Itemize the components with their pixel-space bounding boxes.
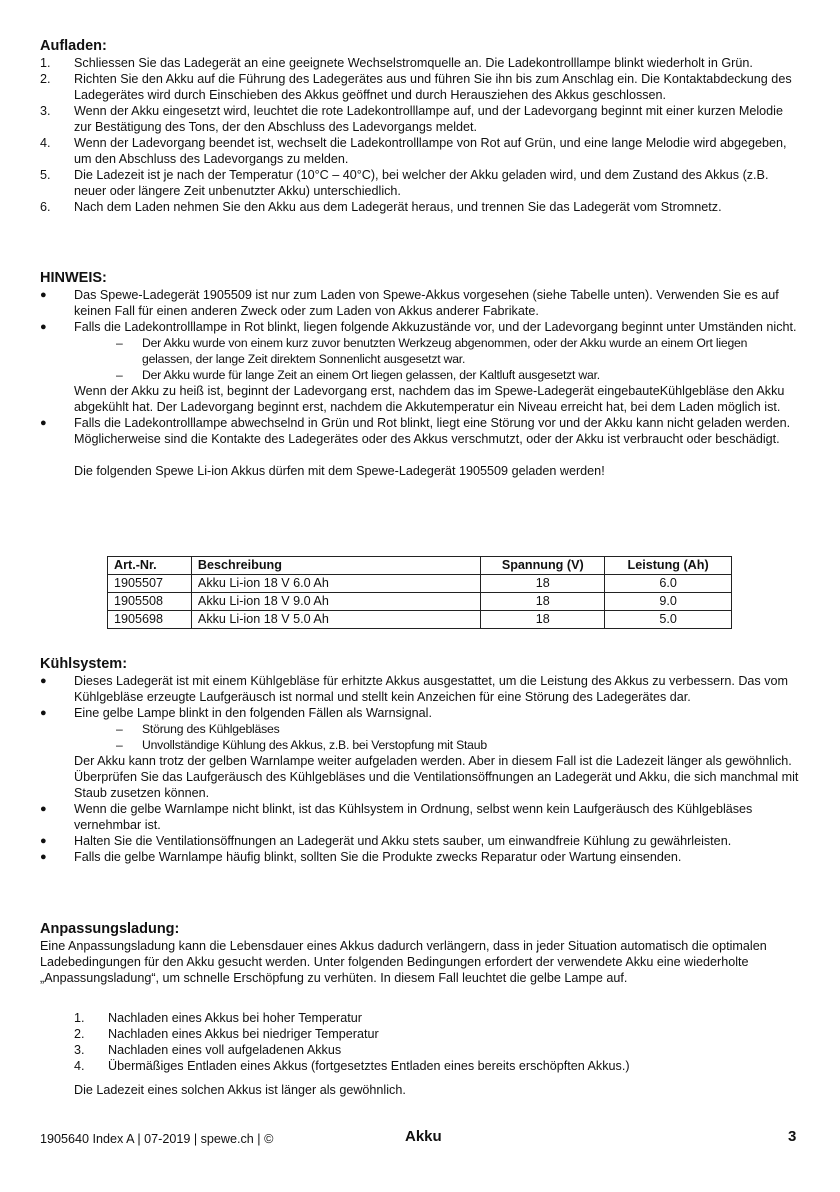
section-title-aufladen: Aufladen: xyxy=(40,38,107,54)
cell-beschreibung: Akku Li-ion 18 V 6.0 Ah xyxy=(191,575,480,593)
item-number: 1. xyxy=(74,1011,85,1025)
table-row xyxy=(108,575,732,593)
item-number: 6. xyxy=(40,200,51,214)
item-number: 2. xyxy=(40,72,51,86)
col-header-artnr: Art.-Nr. xyxy=(108,557,192,575)
note-paragraph: Wenn der Akku zu heiß ist, beginnt der Ladevorgang erst, nachdem das im Spewe-Ladegerät eingebauteKühlgebläse den Akku abgekühlt hat. Der Ladevorgang beginnt erst, nachdem die Akkutemperatur ein Niveau erreicht hat, bei dem Laden möglich ist. xyxy=(74,384,785,414)
bullet-text: Falls die Ladekontrolllampe abwechselnd in Grün und Rot blinkt, liegt eine Störung vor und der Akku kann nicht geladen werden. Möglicherweise sind die Kontakte des Ladegerätes oder des Akkus verschmutzt, oder der Akku ist verbraucht oder beschädigt. xyxy=(74,416,791,446)
dash-icon: – xyxy=(116,368,123,382)
table-intro: Die folgenden Spewe Li-ion Akkus dürfen mit dem Spewe-Ladegerät 1905509 geladen werden! xyxy=(74,464,605,478)
page-number: 3 xyxy=(788,1128,797,1145)
list-item xyxy=(74,1058,794,1074)
bullet-item xyxy=(40,287,800,319)
anpassung-closing: Die Ladezeit eines solchen Akkus ist länger als gewöhnlich. xyxy=(74,1083,406,1097)
bullet-icon: ● xyxy=(40,803,47,815)
dash-icon: – xyxy=(116,336,123,350)
table-row xyxy=(108,611,732,629)
cell-spannung: 18 xyxy=(481,593,605,611)
table-row xyxy=(108,593,732,611)
dash-item xyxy=(40,737,800,753)
bullet-icon: ● xyxy=(40,289,47,301)
dash-text: Störung des Kühlgebläses xyxy=(142,722,280,736)
cell-beschreibung: Akku Li-ion 18 V 9.0 Ah xyxy=(191,593,480,611)
bullet-icon: ● xyxy=(40,851,47,863)
col-header-spannung: Spannung (V) xyxy=(481,557,605,575)
dash-icon: – xyxy=(116,738,123,752)
dash-text: Unvollständige Kühlung des Akkus, z.B. bei Verstopfung mit Staub xyxy=(142,738,487,752)
dash-item xyxy=(40,721,800,737)
footer-doc-info: 1905640 Index A | 07-2019 | spewe.ch | © xyxy=(40,1132,274,1146)
bullet-item xyxy=(40,705,800,721)
bullet-item xyxy=(40,849,800,865)
cell-leistung: 5.0 xyxy=(605,611,732,629)
bullet-item xyxy=(40,833,800,849)
item-text: Nachladen eines voll aufgeladenen Akkus xyxy=(108,1043,342,1057)
bullet-text: Das Spewe-Ladegerät 1905509 ist nur zum Laden von Spewe-Akkus vorgesehen (siehe Tabelle unten). Verwenden Sie es auf keinen Fall für einen anderen Zweck oder zum Laden von Akkus anderer Fabrikate. xyxy=(74,288,779,318)
section-aufladen xyxy=(40,38,800,215)
bullet-icon: ● xyxy=(40,707,47,719)
item-number: 1. xyxy=(40,56,51,70)
anpassung-paragraph: Eine Anpassungsladung kann die Lebensdauer eines Akkus dadurch verlängern, dass in jeder Situation automatisch die optimalen Ladebedingungen für den Akku gesucht werden. Unter folgenden Bedingungen erfordert der verwendete Akku eine wiederholte „Anpassungsladung“, um schnelle Erschöpfung zu verhüten. In diesem Fall leuchtet die gelbe Lampe auf. xyxy=(40,939,767,985)
item-text: Nach dem Laden nehmen Sie den Akku aus dem Ladegerät heraus, und trennen Sie das Ladegerät vom Stromnetz. xyxy=(74,200,722,214)
list-item xyxy=(74,1026,794,1042)
anpassung-list xyxy=(74,1010,794,1098)
list-item xyxy=(40,55,800,71)
table-header-row xyxy=(108,557,732,575)
section-anpassungsladung xyxy=(40,921,800,986)
bullet-text: Wenn die gelbe Warnlampe nicht blinkt, ist das Kühlsystem in Ordnung, selbst wenn kein Laufgeräusch des Kühlgebläses vernehmbar ist. xyxy=(74,802,753,832)
item-number: 4. xyxy=(74,1059,85,1073)
dash-item xyxy=(40,335,800,367)
section-title-kuehlsystem: Kühlsystem: xyxy=(40,656,128,672)
cell-artnr: 1905507 xyxy=(108,575,192,593)
section-title-anpassungsladung: Anpassungsladung: xyxy=(40,921,180,937)
item-number: 4. xyxy=(40,136,51,150)
bullet-item xyxy=(40,415,800,447)
section-hinweis xyxy=(40,270,800,479)
item-text: Richten Sie den Akku auf die Führung des Ladegerätes aus und führen Sie ihn bis zum Anschlag ein. Die Kontaktabdeckung des Ladegerätes wird durch Einschieben des Akkus geöffnet und durch Herausziehen des Akkus geschlossen. xyxy=(74,72,792,102)
item-text: Übermäßiges Entladen eines Akkus (fortgesetztes Entladen eines bereits erschöpften Akkus.) xyxy=(108,1059,630,1073)
item-number: 3. xyxy=(74,1043,85,1057)
item-text: Die Ladezeit ist je nach der Temperatur (10°C – 40°C), bei welcher der Akku geladen wird, und dem Zustand des Akkus (z.B. neuer oder längere Zeit unbenutzter Akku) unterschiedlich. xyxy=(74,168,769,198)
item-number: 3. xyxy=(40,104,51,118)
bullet-text: Dieses Ladegerät ist mit einem Kühlgebläse für erhitzte Akkus ausgestattet, um die Leistung des Akkus zu verbessern. Das vom Kühlgebläse erzeugte Laufgeräusch ist normal und stellt kein Anzeichen für eine Störung des Ladegerätes dar. xyxy=(74,674,789,704)
bullet-text: Falls die Ladekontrolllampe in Rot blinkt, liegen folgende Akkuzustände vor, und der Ladevorgang beginnt unter Umständen nicht. xyxy=(74,320,797,334)
list-item xyxy=(40,71,800,103)
dash-text: Der Akku wurde für lange Zeit an einem Ort liegen gelassen, der Kaltluft ausgesetzt war. xyxy=(142,368,600,382)
list-item xyxy=(40,135,800,167)
item-text: Schliessen Sie das Ladegerät an eine geeignete Wechselstromquelle an. Die Ladekontrolllampe blinkt wiederholt in Grün. xyxy=(74,56,753,70)
cell-artnr: 1905698 xyxy=(108,611,192,629)
item-number: 2. xyxy=(74,1027,85,1041)
list-item xyxy=(40,167,800,199)
section-title-hinweis: HINWEIS: xyxy=(40,270,107,286)
bullet-item xyxy=(40,801,800,833)
cell-leistung: 9.0 xyxy=(605,593,732,611)
cell-artnr: 1905508 xyxy=(108,593,192,611)
dash-item xyxy=(40,367,800,383)
bullet-icon: ● xyxy=(40,675,47,687)
section-kuehlsystem xyxy=(40,656,800,865)
footer-topic: Akku xyxy=(405,1128,442,1145)
cell-leistung: 6.0 xyxy=(605,575,732,593)
bullet-text: Eine gelbe Lampe blinkt in den folgenden Fällen als Warnsignal. xyxy=(74,706,432,720)
list-item xyxy=(40,199,800,215)
bullet-icon: ● xyxy=(40,835,47,847)
list-item xyxy=(40,103,800,135)
bullet-icon: ● xyxy=(40,321,47,333)
note-paragraph: Der Akku kann trotz der gelben Warnlampe weiter aufgeladen werden. Aber in diesem Fall ist die Ladezeit länger als gewöhnlich. xyxy=(74,754,792,768)
col-header-leistung: Leistung (Ah) xyxy=(605,557,732,575)
bullet-icon: ● xyxy=(40,417,47,429)
list-item xyxy=(74,1042,794,1058)
item-text: Nachladen eines Akkus bei hoher Temperatur xyxy=(108,1011,362,1025)
col-header-beschreibung: Beschreibung xyxy=(191,557,480,575)
bullet-item xyxy=(40,319,800,335)
bullet-text: Halten Sie die Ventilationsöffnungen an Ladegerät und Akku stets sauber, um einwandfreie Kühlung zu gewährleisten. xyxy=(74,834,732,848)
dash-icon: – xyxy=(116,722,123,736)
cell-beschreibung: Akku Li-ion 18 V 5.0 Ah xyxy=(191,611,480,629)
akku-table xyxy=(107,556,732,629)
item-number: 5. xyxy=(40,168,51,182)
cell-spannung: 18 xyxy=(481,575,605,593)
item-text: Nachladen eines Akkus bei niedriger Temperatur xyxy=(108,1027,379,1041)
bullet-item xyxy=(40,673,800,705)
list-item xyxy=(74,1010,794,1026)
item-text: Wenn der Akku eingesetzt wird, leuchtet die rote Ladekontrolllampe auf, und der Ladevorgang beginnt mit einer kurzen Melodie zur Bestätigung des Tons, der den Abschluss des Ladevorgangs meldet. xyxy=(74,104,783,134)
dash-text: Der Akku wurde von einem kurz zuvor benutzten Werkzeug abgenommen, oder der Akku wurde an einem Ort liegen gelassen, der lange Zeit direktem Sonnenlicht ausgesetzt war. xyxy=(142,336,748,366)
item-text: Wenn der Ladevorgang beendet ist, wechselt die Ladekontrolllampe von Rot auf Grün, und eine lange Melodie wird abgegeben, um den Abschluss des Ladevorgangs zu melden. xyxy=(74,136,787,166)
cell-spannung: 18 xyxy=(481,611,605,629)
bullet-text: Falls die gelbe Warnlampe häufig blinkt, sollten Sie die Produkte zwecks Reparatur oder Wartung einsenden. xyxy=(74,850,682,864)
note-paragraph: Überprüfen Sie das Laufgeräusch des Kühlgebläses und die Ventilationsöffnungen an Ladegerät und Akku, die sich manchmal mit Staub zusetzen können. xyxy=(74,770,799,800)
